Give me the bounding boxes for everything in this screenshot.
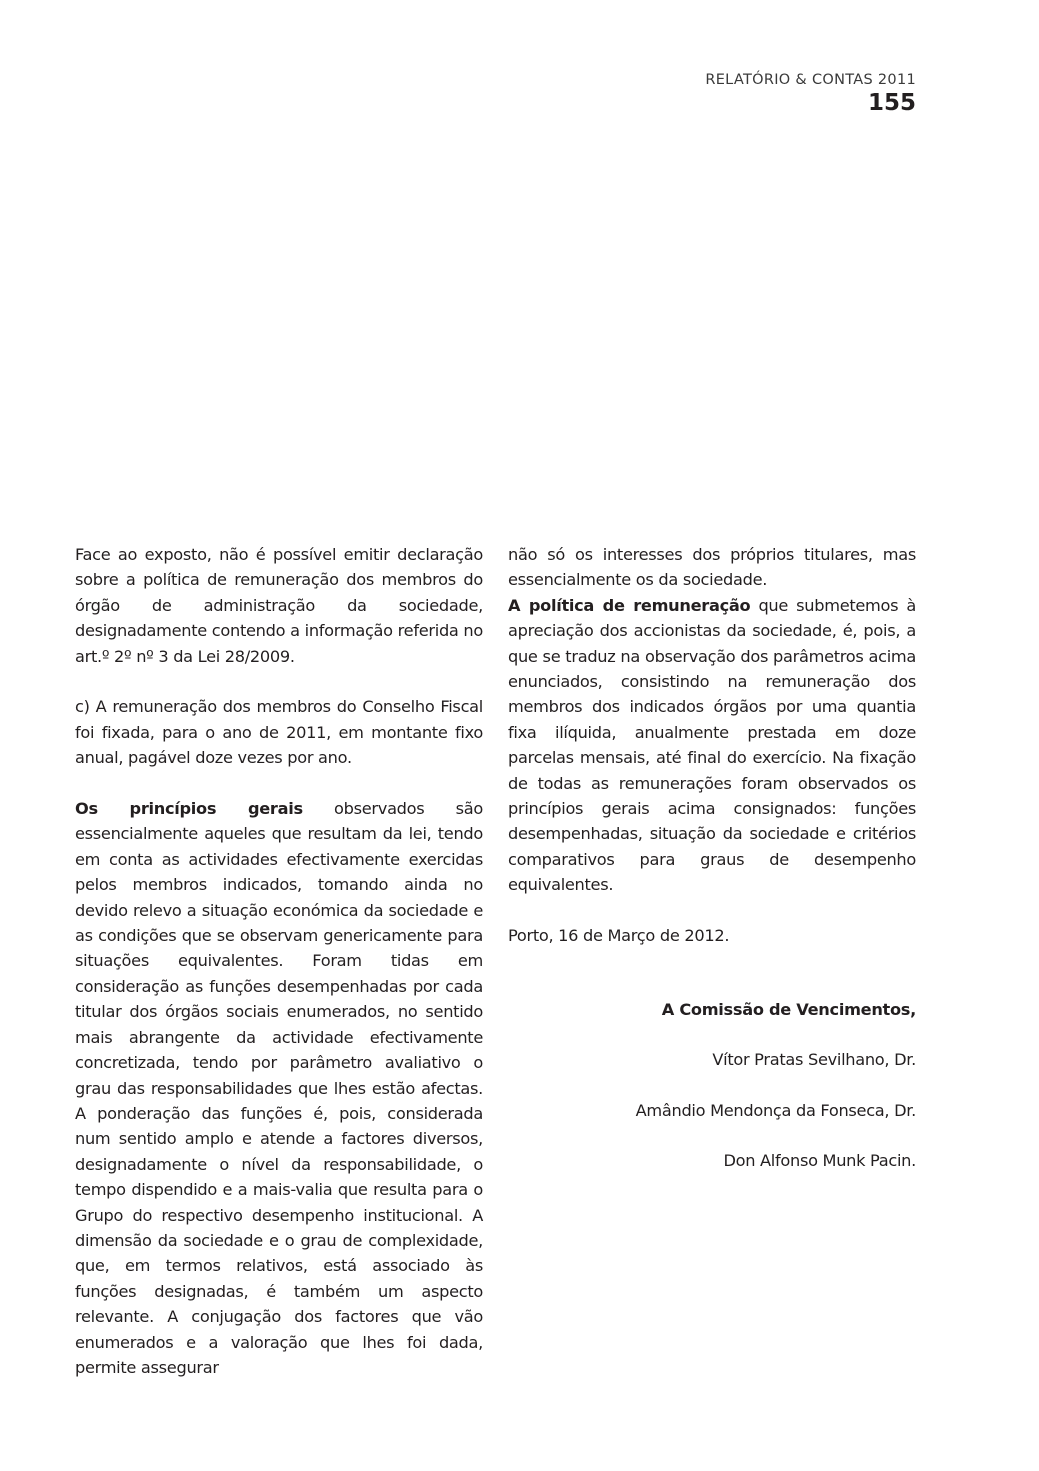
- paragraph-conselho-fiscal: c) A remuneração dos membros do Conselho Fiscal foi fixada, para o ano de 2011, em montante fixo anual, pagável doze vezes por ano.: [75, 697, 483, 768]
- bold-principios-gerais: Os princípios gerais: [75, 799, 303, 819]
- paragraph-declaration: Face ao exposto, não é possível emitir declaração sobre a política de remuneração dos membros do órgão de administração da sociedade, designadamente contendo a informação referida no art.º 2º nº 3 da Lei 28/2009.: [75, 545, 483, 666]
- left-column: [75, 542, 483, 1380]
- signature-block: [636, 997, 916, 1199]
- date-line: Porto, 16 de Março de 2012.: [508, 926, 730, 946]
- signatory-name: Don Alfonso Munk Pacin.: [723, 1151, 916, 1170]
- page-header: [705, 70, 916, 116]
- paragraph-principios-gerais: [75, 796, 483, 1380]
- signatory-name: Vítor Pratas Sevilhano, Dr.: [712, 1050, 916, 1069]
- politica-remuneracao-text: que submetemos à apreciação dos accionistas da sociedade, é, pois, a que se traduz na observação dos parâmetros acima enunciados, consistindo na remuneração dos membros dos indicados órgãos por uma quantia fixa ilíquida, anualmente prestada em doze parcelas mensais, até final do exercício. Na fixação de todas as remunerações foram observados os princípios gerais acima consignados: funções desempenhadas, situação da sociedade e critérios comparativos para graus de desempenho equivalentes.: [508, 595, 916, 895]
- paragraph-politica-remuneracao: [508, 593, 916, 898]
- report-title: RELATÓRIO & CONTAS 2011: [705, 72, 916, 88]
- principios-gerais-text: observados são essencialmente aqueles que resultam da lei, tendo em conta as actividades efectivamente exercidas pelos membros indicados, tomando ainda no devido relevo a situação económica da sociedade e as condições que se observam genericamente para situações equivalentes. Foram tidas em consideração as funções desempenhadas por cada titular dos órgãos sociais enumerados, no sentido mais abrangente da actividade efectivamente concretizada, tendo por parâmetro avaliativo o grau das responsabilidades que lhes estão afectas. A ponderação das funções é, pois, considerada num sentido amplo e atende a factores diversos, designadamente o nível da responsabilidade, o tempo dispendido e a mais-valia que resulta para o Grupo do respectivo desempenho institucional. A dimensão da sociedade e o grau de complexidade, que, em termos relativos, está associado às funções designadas, é também um aspecto relevante. A conjugação dos factores que vão enumerados e a valoração que lhes foi dada, permite assegurar: [75, 799, 483, 1377]
- bold-politica-remuneracao: A política de remuneração: [508, 595, 751, 615]
- right-column: [508, 542, 916, 974]
- committee-heading: A Comissão de Vencimentos,: [661, 1000, 916, 1019]
- paragraph-continuation: não só os interesses dos próprios titulares, mas essencialmente os da sociedade.: [508, 545, 916, 590]
- page-number: 155: [867, 90, 916, 116]
- signatory-name: Amândio Mendonça da Fonseca, Dr.: [635, 1100, 916, 1120]
